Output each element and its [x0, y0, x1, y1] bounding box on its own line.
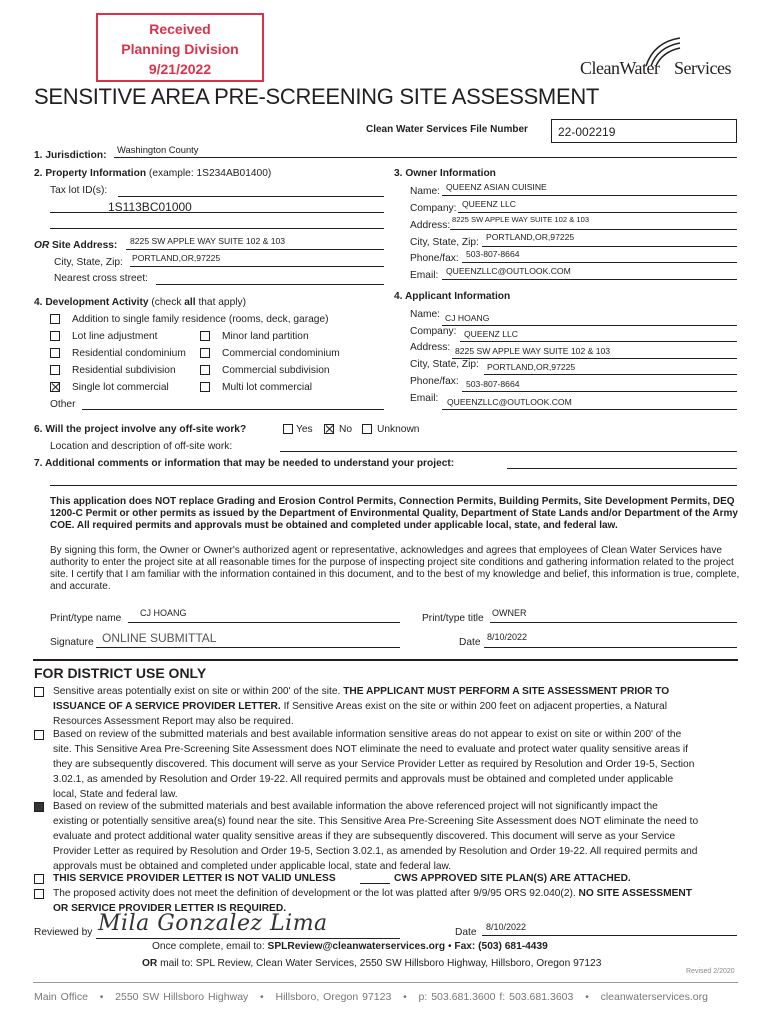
comments-label: 7. Additional comments or information that may be needed to understand your project:	[34, 458, 455, 469]
res-sub-checkbox[interactable]	[50, 365, 60, 375]
sign-date-label: Date	[459, 637, 481, 648]
mail-bullet: •	[447, 941, 452, 952]
offsite-unknown-label: Unknown	[377, 424, 420, 435]
sign-date-value[interactable]: 8/10/2022	[487, 632, 528, 642]
district-o1b: THE APPLICANT MUST PERFORM A SITE ASSESSMENT PRIOR TO	[343, 686, 670, 697]
once-complete-text: Once complete, email to:	[152, 941, 265, 952]
applicant-company-label: Company:	[410, 326, 457, 337]
com-sub-checkbox[interactable]	[200, 365, 210, 375]
file-number-box[interactable]	[551, 119, 737, 143]
property-info-label: 2. Property Information	[34, 168, 147, 179]
permits-notice: This application does NOT replace Grading and Erosion Control Permits, Connection Permits, Building Permits, Site Development Permits, DEQ 1200-C Permit or other permits as issued by the Department of Environmental Quality, Department of State Lands and/or Department of the Army COE. All required permits and approvals must be obtained and completed under applicable local, state, and federal law.	[50, 496, 738, 531]
mail-address-text: mail to: SPL Review, Clean Water Services, 2550 SW Hillsboro Highway, Hillsboro, Oregon 97123	[160, 958, 602, 969]
district-option-4-checkbox[interactable]	[34, 874, 44, 884]
owner-phone-line	[462, 262, 737, 263]
district-option-1-line-2	[53, 701, 667, 712]
applicant-address-value[interactable]: 8225 SW APPLE WAY SUITE 102 & 103	[455, 346, 611, 356]
logo	[580, 36, 740, 80]
cross-street-label: Nearest cross street:	[54, 273, 148, 284]
district-o4-blank	[360, 883, 390, 884]
district-heading: FOR DISTRICT USE ONLY	[34, 665, 207, 681]
minor-land-checkbox[interactable]	[200, 331, 210, 341]
logo-water: Water	[619, 58, 660, 78]
print-title-label: Print/type title	[422, 613, 484, 624]
owner-email-label: Email:	[410, 270, 439, 281]
district-o1e: Resources Assessment Report may also be required.	[53, 716, 294, 727]
owner-address-value[interactable]: 8225 SW APPLE WAY SUITE 102 & 103	[452, 215, 590, 224]
owner-city-line	[482, 246, 737, 247]
property-info-heading	[34, 168, 271, 179]
applicant-city-label: City, State, Zip:	[410, 359, 479, 370]
taxlot-line-2	[50, 212, 384, 213]
owner-city-label: City, State, Zip:	[410, 237, 479, 248]
dev-check-text: (check	[151, 297, 182, 308]
owner-address-line	[450, 229, 737, 230]
district-o2c: they are subsequently discovered. This document will serve as your Service Provider Letter as required by Resolution and Order 19-5, Section	[53, 759, 695, 770]
footer	[34, 991, 708, 1003]
submit-mail-line	[142, 958, 601, 969]
received-stamp	[96, 13, 264, 82]
applicant-address-line	[452, 358, 737, 359]
property-info-example: (example: 1S234AB01400)	[148, 168, 272, 179]
revised-date: Revised 2/2020	[686, 968, 735, 975]
spl-email-link[interactable]: SPLReview@cleanwaterservices.org	[267, 941, 446, 952]
district-o2b: site. This Sensitive Area Pre-Screening Site Assessment does NOT eliminate the need to evaluate and protect water quality sensitive areas if	[53, 744, 688, 755]
stamp-date: 9/21/2022	[148, 61, 212, 77]
applicant-email-label: Email:	[410, 393, 439, 404]
site-address-line	[126, 249, 384, 250]
other-label: Other	[50, 399, 76, 410]
site-city-label: City, State, Zip:	[54, 257, 123, 268]
res-condo-label: Residential condominium	[72, 348, 186, 359]
res-condo-checkbox[interactable]	[50, 348, 60, 358]
applicant-email-value[interactable]: QUEENZLLC@OUTLOOK.COM	[447, 397, 572, 407]
applicant-phone-label: Phone/fax:	[410, 376, 459, 387]
print-title-value[interactable]: OWNER	[492, 608, 527, 618]
reviewed-by-label: Reviewed by	[34, 927, 93, 938]
signature-line	[96, 647, 400, 648]
comments-line-1	[507, 468, 737, 469]
district-option-5-checkbox[interactable]	[34, 889, 44, 899]
print-name-line	[128, 622, 400, 623]
review-date-label: Date	[455, 927, 477, 938]
district-o2a: Based on review of the submitted materials and best available information sensitive areas do not appear to exist on site or within 200' of the	[53, 729, 682, 740]
review-date-value: 8/10/2022	[486, 922, 527, 932]
addition-checkbox[interactable]	[50, 314, 60, 324]
offsite-work-label: 6. Will the project involve any off-site work?	[34, 424, 247, 435]
footer-sep-1: •	[99, 991, 104, 1003]
footer-rule	[33, 982, 738, 983]
district-o4b: CWS APPROVED SITE PLAN(S) ARE ATTACHED.	[394, 873, 631, 884]
owner-email-line	[442, 279, 737, 280]
owner-phone-value[interactable]: 503-807-8664	[466, 249, 520, 259]
district-option-1-line-1	[53, 686, 669, 697]
district-o4a: THIS SERVICE PROVIDER LETTER IS NOT VALID UNLESS	[53, 873, 336, 884]
reviewed-by-line	[96, 938, 400, 939]
owner-name-value[interactable]: QUEENZ ASIAN CUISINE	[446, 182, 547, 192]
signature-label: Signature	[50, 637, 94, 648]
district-option-3-checkbox[interactable]	[34, 802, 44, 812]
district-o1d: If Sensitive Areas exist on the site or within 200 feet on adjacent properties, a Natural	[283, 701, 667, 712]
owner-company-line	[458, 212, 737, 213]
district-o2d: 3.02.1, as amended by Resolution and Order 19-22. All required permits and approvals must be obtained and completed under applicable	[53, 774, 674, 785]
lot-line-label: Lot line adjustment	[72, 331, 158, 342]
district-o5b: NO SITE ASSESSMENT	[578, 888, 692, 899]
single-lot-checkbox[interactable]	[50, 382, 60, 392]
applicant-name-line	[442, 325, 737, 326]
footer-city: Hillsboro, Oregon 97123	[275, 991, 392, 1003]
district-option-5-line-1	[53, 888, 692, 899]
owner-company-value[interactable]: QUEENZ LLC	[462, 199, 516, 209]
com-condo-label: Commercial condominium	[222, 348, 340, 359]
district-option-1-checkbox[interactable]	[34, 687, 44, 697]
owner-address-label: Address:	[410, 220, 451, 231]
stamp-line-1: Received	[149, 21, 211, 37]
logo-services: Services	[674, 58, 731, 78]
district-o3d: Provider Letter as required by Resolution and Order 19-5, Section 3.02.1, as amended by Resolution and Order 19-22. All required permits and	[53, 846, 698, 857]
district-o1c: ISSUANCE OF A SERVICE PROVIDER LETTER.	[53, 701, 281, 712]
jurisdiction-line	[114, 157, 737, 158]
applicant-city-value[interactable]: PORTLAND,OR,97225	[487, 362, 576, 372]
development-activity-label: 4. Development Activity	[34, 297, 149, 308]
res-sub-label: Residential subdivision	[72, 365, 176, 376]
applicant-address-label: Address:	[410, 342, 451, 353]
owner-email-value[interactable]: QUEENZLLC@OUTLOOK.COM	[446, 266, 571, 276]
jurisdiction-label: 1. Jurisdiction:	[34, 150, 107, 161]
print-name-label: Print/type name	[50, 613, 122, 624]
site-city-line	[130, 266, 384, 267]
development-activity-heading	[34, 297, 246, 308]
jurisdiction-value[interactable]: Washington County	[117, 144, 199, 155]
print-name-value[interactable]: CJ HOANG	[140, 608, 187, 618]
taxlot-value[interactable]: 1S113BC01000	[108, 200, 192, 214]
taxlot-line-1	[118, 196, 384, 197]
com-condo-checkbox[interactable]	[200, 348, 210, 358]
owner-info-label: 3. Owner Information	[394, 168, 496, 179]
district-o3b: existing or potentially sensitive area(s) found near the site. This Sensitive Area Pre-Screening Site Assessment does NOT eliminate the need to	[53, 816, 699, 827]
applicant-email-line	[442, 409, 737, 410]
review-date-line	[482, 935, 737, 936]
applicant-phone-value[interactable]: 503-807-8664	[466, 379, 520, 389]
offsite-location-line	[280, 451, 737, 452]
district-o5c: OR SERVICE PROVIDER LETTER IS REQUIRED.	[53, 903, 287, 914]
offsite-no-label: No	[339, 424, 353, 435]
multi-lot-checkbox[interactable]	[200, 382, 210, 392]
addition-label: Addition to single family residence (rooms, deck, garage)	[72, 314, 329, 325]
offsite-no-checkbox[interactable]	[324, 424, 334, 434]
applicant-company-line	[460, 341, 737, 342]
stamp-line-2: Planning Division	[121, 41, 239, 57]
district-o3a: Based on review of the submitted materials and best available information the above referenced project will not significantly impact the	[53, 801, 658, 812]
applicant-phone-line	[462, 391, 737, 392]
dev-apply-text: that apply)	[198, 297, 247, 308]
submit-email-line	[152, 941, 548, 952]
offsite-yes-checkbox[interactable]	[283, 424, 293, 434]
footer-address: 2550 SW Hillsboro Highway	[115, 991, 249, 1003]
cross-street-line	[156, 284, 384, 285]
footer-website-link[interactable]: cleanwaterservices.org	[600, 991, 708, 1003]
file-number-label: Clean Water Services File Number	[366, 124, 528, 135]
applicant-name-value[interactable]: CJ HOANG	[445, 313, 490, 323]
taxlot-label: Tax lot ID(s):	[50, 185, 108, 196]
print-title-line	[490, 622, 737, 623]
applicant-info-label: 4. Applicant Information	[394, 291, 511, 302]
or-label: OR	[34, 240, 50, 251]
district-o2e: local, State and federal law.	[53, 789, 178, 800]
spl-fax: Fax: (503) 681-4439	[454, 941, 548, 952]
district-o3c: evaluate and protect additional water quality sensitive areas if they are subsequently discovered. This document will serve as your Service	[53, 831, 676, 842]
offsite-unknown-checkbox[interactable]	[362, 424, 372, 434]
single-lot-label: Single lot commercial	[72, 382, 169, 393]
file-number-value: 22-002219	[558, 125, 616, 139]
footer-office: Main Office	[34, 991, 88, 1003]
owner-name-line	[442, 195, 737, 196]
owner-phone-label: Phone/fax:	[410, 253, 459, 264]
footer-phones: p: 503.681.3600 f: 503.681.3603	[418, 991, 574, 1003]
district-o1a: Sensitive areas potentially exist on site or within 200' of the site.	[53, 686, 341, 697]
logo-clean: Clean	[580, 58, 620, 78]
applicant-company-value[interactable]: QUEENZ LLC	[464, 329, 518, 339]
com-sub-label: Commercial subdivision	[222, 365, 330, 376]
signature-value[interactable]: ONLINE SUBMITTAL	[102, 631, 217, 645]
sign-date-line	[484, 647, 737, 648]
certification-text: By signing this form, the Owner or Owner's authorized agent or representative, acknowledges and agrees that employees of Clean Water Services have authority to enter the project site at all reasonable times for the purpose of inspecting project site conditions and gathering information related to the project site. I certify that I am familiar with the information contained in this document, and to the best of my knowledge and belief, this information is true, complete, and accurate.	[50, 545, 740, 592]
offsite-yes-label: Yes	[296, 424, 313, 435]
district-o3e: approvals must be obtained and completed under applicable local, state and federal law.	[53, 861, 452, 872]
owner-city-value[interactable]: PORTLAND,OR,97225	[486, 232, 575, 242]
owner-name-label: Name:	[410, 186, 441, 197]
district-o5a: The proposed activity does not meet the definition of development or the lot was platted after 9/9/95 ORS 92.040(2).	[53, 888, 576, 899]
taxlot-line-3	[50, 228, 384, 229]
offsite-location-label: Location and description of off-site work:	[50, 441, 233, 452]
minor-land-label: Minor land partition	[222, 331, 309, 342]
lot-line-checkbox[interactable]	[50, 331, 60, 341]
page-title: SENSITIVE AREA PRE-SCREENING SITE ASSESSMENT	[34, 84, 600, 109]
applicant-name-label: Name:	[410, 309, 441, 320]
applicant-city-line	[484, 374, 737, 375]
dev-all-text: all	[184, 297, 196, 308]
owner-company-label: Company:	[410, 203, 457, 214]
multi-lot-label: Multi lot commercial	[222, 382, 313, 393]
site-address-label: Site Address:	[52, 240, 118, 251]
other-line	[82, 409, 384, 410]
site-address-value[interactable]: 8225 SW APPLE WAY SUITE 102 & 103	[130, 236, 286, 246]
reviewer-signature: Mila Gonzalez Lima	[98, 911, 328, 936]
footer-sep-3: •	[403, 991, 407, 1003]
footer-sep-2: •	[260, 991, 264, 1003]
district-option-2-checkbox[interactable]	[34, 730, 44, 740]
comments-line-2	[50, 485, 737, 486]
footer-sep-4: •	[585, 991, 589, 1003]
mail-or: OR	[142, 958, 158, 969]
district-divider	[33, 659, 738, 661]
site-city-value[interactable]: PORTLAND,OR,97225	[132, 253, 221, 263]
